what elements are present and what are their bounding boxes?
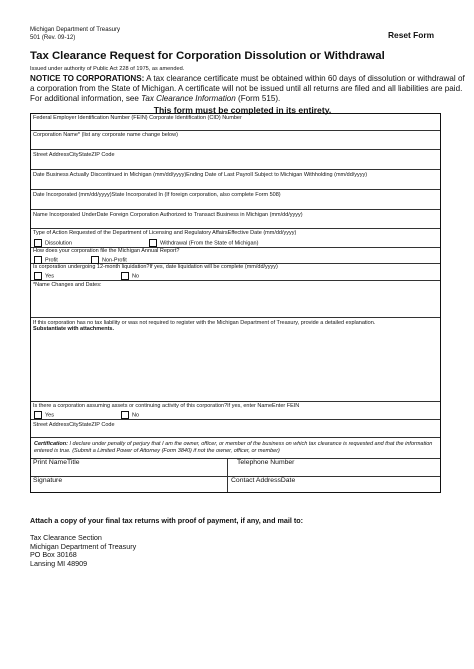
row-print-name[interactable]: [31, 459, 440, 477]
certification-text: [34, 441, 438, 455]
mailing-address: [30, 534, 136, 568]
reset-form-button[interactable]: Reset Form: [388, 30, 435, 40]
assuming-yes-checkbox[interactable]: [34, 411, 42, 419]
row-annual-report: [31, 248, 440, 264]
date-discontinued-label: Date Business Actually Discontinued in Michigan (mm/dd/yyyy)Ending Date of Last Payroll Subject to Michigan Withholding (mm/dd/yyyy): [33, 172, 368, 178]
assuming-no-checkbox[interactable]: [121, 411, 129, 419]
non-profit-checkbox[interactable]: [91, 256, 99, 264]
address-label: Street AddressCityStateZIP Code: [33, 152, 115, 158]
row-type-action: [31, 229, 440, 248]
print-name-label: Print NameTitle: [33, 459, 80, 466]
row-liquidation: [31, 264, 440, 281]
row-address[interactable]: [31, 150, 440, 170]
dissolution-label: Dissolution: [45, 240, 72, 247]
notice-line4: This form must be completed in its entirety.: [153, 104, 332, 115]
profit-label: Profit: [45, 257, 58, 264]
telephone-label: Telephone Number: [237, 459, 295, 466]
authority-note: Issued under authority of Public Act 228 of 1975, as amended.: [30, 66, 185, 72]
certification-lead: Certification:: [34, 441, 68, 447]
mailing-line1: Tax Clearance Section: [30, 533, 102, 542]
liquidation-label: Is corporation undergoing 12-month liquidation?If yes, date liquidation will be complete (mm/dd/yyyy): [33, 264, 278, 270]
form-revision: 501 (Rev. 09-12): [30, 34, 76, 41]
row-date-discontinued[interactable]: [31, 170, 440, 190]
notice-block: [30, 74, 465, 115]
mailing-line2: Michigan Department of Treasury: [30, 541, 137, 551]
date-incorporated-label: Date Incorporated (mm/dd/yyyy)State Incorporated In (If foreign corporation, also complete Form 508): [33, 192, 281, 198]
liquidation-yes-label: Yes: [45, 273, 54, 280]
withdrawal-label: Withdrawal (From the State of Michigan): [160, 240, 259, 247]
notice-lead: NOTICE TO CORPORATIONS:: [30, 74, 145, 83]
fein-label: Federal Employer Identification Number (FEIN) Corporate Identification (CID) Number: [33, 115, 242, 121]
certification-body: I declare under penalty of perjury that I am the owner, officer, or member of the business on which tax clearance is requested and that the information entered is true. (Submit a Limited Power of Attorney (Form 3840) if not the owner, officer, or member): [34, 441, 433, 454]
name-changes-label: *Name Changes and Dates:: [33, 282, 102, 288]
notice-line3c: (Form 515).: [235, 94, 281, 104]
mailing-line4: Lansing MI 48909: [30, 558, 88, 568]
withdrawal-checkbox[interactable]: [149, 239, 157, 247]
dissolution-checkbox[interactable]: [34, 239, 42, 247]
row-name-changes[interactable]: [31, 281, 440, 318]
row-assuming-assets: [31, 402, 440, 420]
form-title: Tax Clearance Request for Corporation Dissolution or Withdrawal: [30, 50, 385, 62]
successor-address-label: Street AddressCityStateZIP Code: [33, 422, 115, 428]
row-certification: [31, 438, 440, 459]
row-fein[interactable]: [31, 114, 440, 131]
liquidation-yes-checkbox[interactable]: [34, 272, 42, 280]
row-date-incorporated[interactable]: [31, 190, 440, 210]
mailing-line3: PO Box 30168: [30, 550, 77, 560]
row-signature[interactable]: [31, 477, 440, 494]
liquidation-no-label: No: [132, 273, 140, 280]
contact-address-label: Contact AddressDate: [231, 477, 296, 484]
mailing-instruction: Attach a copy of your final tax returns with proof of payment, if any, and mail to:: [30, 516, 304, 525]
notice-line3a: For additional information, see: [30, 94, 142, 104]
assuming-yes-label: Yes: [45, 412, 54, 419]
corp-name-label: Corporation Name* (list any corporate name change below): [33, 132, 178, 138]
signature-divider: [227, 459, 228, 492]
no-liability-substantiate: Substantiate with attachments.: [33, 326, 114, 332]
department-name: Michigan Department of Treasury: [30, 26, 121, 33]
annual-report-label: How does your corporation file the Michigan Annual Report?: [33, 248, 180, 254]
row-corp-name[interactable]: [31, 131, 440, 150]
profit-checkbox[interactable]: [34, 256, 42, 264]
row-no-liability[interactable]: [31, 318, 440, 402]
form-table: [30, 113, 441, 493]
name-incorporated-label: Name Incorporated UnderDate Foreign Corporation Authorized to Transact Business in Michigan (mm/dd/yyyy): [33, 212, 303, 218]
row-successor-address[interactable]: [31, 420, 440, 438]
notice-line1: A tax clearance certificate must be obtained within 60 days of dissolution or withdrawal of: [144, 74, 465, 83]
row-name-incorporated[interactable]: [31, 210, 440, 229]
non-profit-label: Non-Profit: [102, 257, 127, 264]
notice-line2: a corporation from the State of Michigan. A certificate will not be issued until all returns are filed and all liabilities are paid.: [30, 84, 463, 94]
notice-line3b: Tax Clearance Information: [141, 94, 236, 104]
assuming-no-label: No: [132, 412, 140, 419]
liquidation-no-checkbox[interactable]: [121, 272, 129, 280]
assuming-assets-label: Is there a corporation assuming assets or continuing activity of this corporation?If yes, enter NameEnter FEIN: [33, 403, 300, 409]
no-liability-label: If this corporation has no tax liability or was not required to register with the Michigan Department of Treasury, provide a detailed explanation.: [33, 320, 376, 326]
signature-label: Signature: [33, 477, 63, 484]
type-action-label: Type of Action Requested of the Department of Licensing and Regulatory AffairsEffective Date (mm/dd/yyyy): [33, 230, 297, 236]
